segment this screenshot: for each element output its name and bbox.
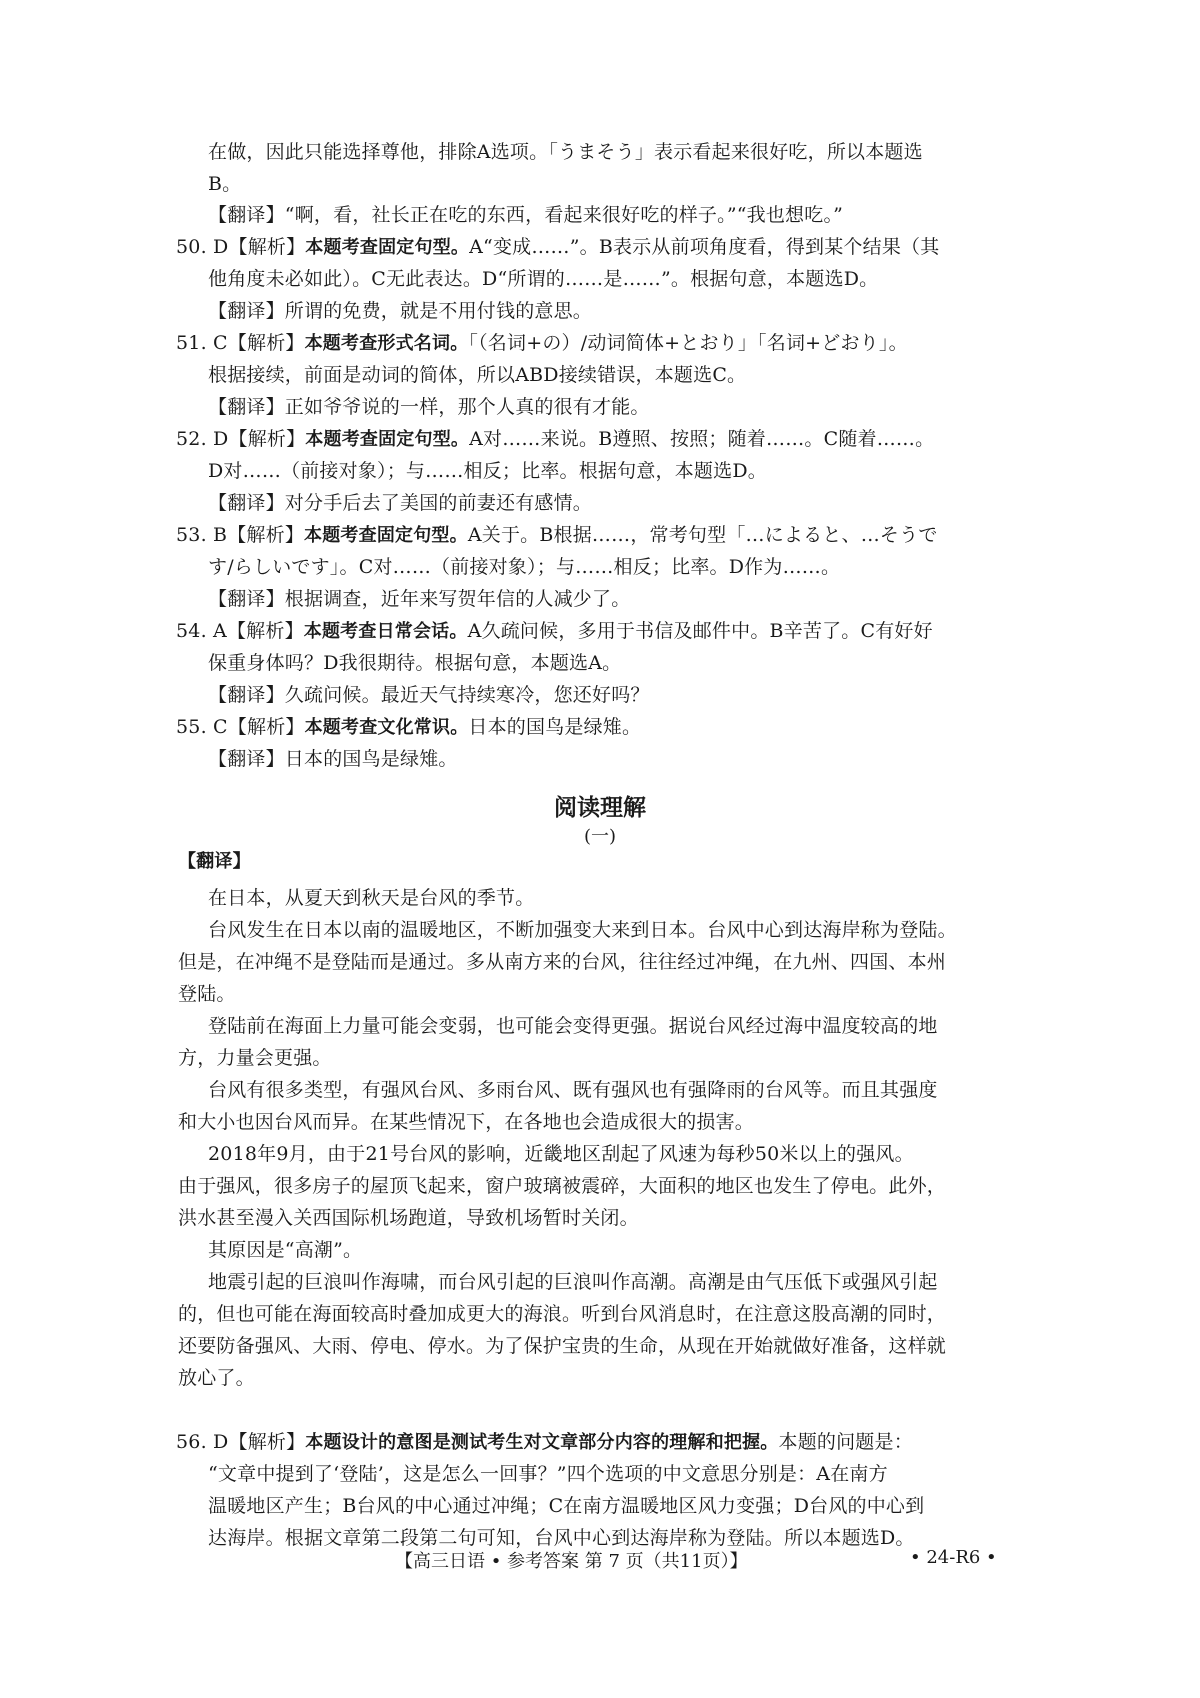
text-run: 达海岸。根据文章第二段第二句可知，台风中心到达海岸称为登陆。所以本题选D。 [208, 1527, 915, 1549]
text-run: 【翻译】“啊，看，社长正在吃的东西，看起来很好吃的样子。”“我也想吃。” [208, 204, 844, 226]
text-run: 54. A【解析】 [176, 620, 304, 642]
lines-line [208, 398, 650, 417]
passage-line: 由于强风，很多房子的屋顶飞起来，窗户玻璃被震碎，大面积的地区也发生了停电。此外， [178, 1175, 947, 1197]
passage-line: 登陆前在海面上力量可能会变弱，也可能会变得更强。据说台风经过海中温度较高的地 [208, 1015, 938, 1037]
lines-line [208, 206, 843, 225]
footer-code: • 24-R6 • [910, 1547, 997, 1568]
section-title: 阅读理解 [554, 795, 646, 821]
passage-label: 【翻译】 [178, 851, 251, 872]
text-run: 50. D【解析】 [176, 236, 306, 258]
lines-line [176, 718, 641, 737]
text-run: “文章中提到了‘登陆’，这是怎么一回事？”四个选项的中文意思分别是：A在南方 [208, 1463, 888, 1485]
text-run: 52. D【解析】 [176, 428, 306, 450]
text-run: A对……来说。B遵照、按照；随着……。C随着……。 [469, 428, 935, 450]
q56-line [208, 1497, 924, 1516]
lines-line [208, 175, 241, 194]
text-run: 【翻译】久疏问候。最近天气持续寒冷，您还好吗？ [208, 684, 650, 706]
text-run: 保重身体吗？D我很期待。根据句意，本题选A。 [208, 652, 622, 674]
text-run: 56. D【解析】 [176, 1431, 306, 1453]
text-run: 【翻译】根据调查，近年来写贺年信的人减少了。 [208, 588, 631, 610]
text-run: B。 [208, 173, 242, 195]
lines-line [208, 494, 592, 513]
passage-line: 和大小也因台风而异。在某些情况下，在各地也会造成很大的损害。 [178, 1111, 755, 1133]
bold-phrase: 本题考查固定句型。 [304, 525, 468, 546]
lines-line [176, 334, 908, 353]
lines-line [208, 590, 630, 609]
bold-phrase: 本题考查文化常识。 [304, 717, 469, 738]
text-run: 温暖地区产生；B台风的中心通过冲绳；C在南方温暖地区风力变强；D台风的中心到 [208, 1495, 925, 1517]
page-footer: 【高三日语 • 参考答案 第 7 页（共11页）】 [395, 1551, 748, 1572]
passage-line: 在日本，从夏天到秋天是台风的季节。 [208, 887, 535, 909]
lines-line [208, 558, 840, 577]
lines-line [176, 238, 939, 257]
text-run: 【翻译】所谓的免费，就是不用付钱的意思。 [208, 300, 593, 322]
passage-line: 台风发生在日本以南的温暖地区，不断加强变大来到日本。台风中心到达海岸称为登陆。 [208, 919, 957, 941]
lines-line [208, 654, 621, 673]
q56-line [208, 1529, 915, 1548]
text-run: 53. B【解析】 [176, 524, 305, 546]
lines-line [176, 622, 933, 641]
passage-line: 洪水甚至漫入关西国际机场跑道，导致机场暂时关闭。 [178, 1207, 639, 1229]
passage-line: 2018年9月，由于21号台风的影响，近畿地区刮起了风速为每秒50米以上的强风。 [208, 1143, 914, 1165]
passage-line: 方，力量会更强。 [178, 1047, 332, 1069]
passage-line: 但是，在冲绳不是登陆而是通过。多从南方来的台风，往往经过冲绳，在九州、四国、本州 [178, 951, 947, 973]
lines-line [208, 462, 767, 481]
passage-line: 台风有很多类型，有强风台风、多雨台风、既有强风也有强降雨的台风等。而且其强度 [208, 1079, 938, 1101]
section-subtitle: (一) [583, 826, 617, 847]
text-run: 日本的国鸟是绿雉。 [468, 716, 642, 738]
bold-phrase: 本题设计的意图是测试考生对文章部分内容的理解和把握。 [305, 1432, 779, 1453]
text-run: 55. C【解析】 [176, 716, 305, 738]
lines-line [208, 750, 458, 769]
text-run: D对……（前接对象）；与……相反；比率。根据句意，本题选D。 [208, 460, 767, 482]
lines-line [208, 686, 650, 705]
lines-line [208, 302, 592, 321]
q56-line [176, 1433, 913, 1452]
text-run: 51. C【解析】 [176, 332, 305, 354]
bold-phrase: 本题考查固定句型。 [305, 429, 470, 450]
text-run: A关于。B根据……，常考句型「…によると、…そうで [467, 524, 938, 546]
text-run: 【翻译】对分手后去了美国的前妻还有感情。 [208, 492, 593, 514]
text-run: A“变成……”。B表示从前项角度看，得到某个结果（其 [469, 236, 940, 258]
text-run: 根据接续，前面是动词的简体，所以ABD接续错误，本题选C。 [208, 364, 747, 386]
bold-phrase: 本题考查固定句型。 [305, 237, 470, 258]
passage-line: 的，但也可能在海面较高时叠加成更大的海浪。听到台风消息时，在注意这股高潮的同时， [178, 1303, 947, 1325]
lines-line [208, 143, 923, 162]
lines-line [208, 270, 878, 289]
text-run: 在做，因此只能选择尊他，排除A选项。「うまそう」表示看起来很好吃，所以本题选 [208, 141, 923, 163]
text-run: す/らしいです」。C对……（前接对象）；与……相反；比率。D作为……。 [208, 556, 841, 578]
text-run: 他角度未必如此）。C无此表达。D“所谓的……是……”。根据句意，本题选D。 [208, 268, 879, 290]
passage-line: 还要防备强风、大雨、停电、停水。为了保护宝贵的生命，从现在开始就做好准备，这样就 [178, 1335, 947, 1357]
bold-phrase: 本题考查形式名词。 [304, 333, 469, 354]
text-run: 本题的问题是： [778, 1431, 913, 1453]
lines-line [176, 526, 938, 545]
text-run: 「（名词+の）/动词简体+とおり」「名词+どおり」。 [468, 332, 908, 354]
passage-line: 地震引起的巨浪叫作海啸，而台风引起的巨浪叫作高潮。高潮是由气压低下或强风引起 [208, 1271, 938, 1293]
passage-line: 放心了。 [178, 1367, 255, 1389]
text-run: A久疏问候，多用于书信及邮件中。B辛苦了。C有好好 [467, 620, 933, 642]
lines-line [208, 366, 746, 385]
q56-line [208, 1465, 888, 1484]
text-run: 【翻译】日本的国鸟是绿雉。 [208, 748, 458, 770]
passage-line: 登陆。 [178, 983, 236, 1005]
text-run: 【翻译】正如爷爷说的一样，那个人真的很有才能。 [208, 396, 650, 418]
lines-line [176, 430, 934, 449]
bold-phrase: 本题考查日常会话。 [303, 621, 468, 642]
passage-line: 其原因是“高潮”。 [208, 1239, 363, 1261]
